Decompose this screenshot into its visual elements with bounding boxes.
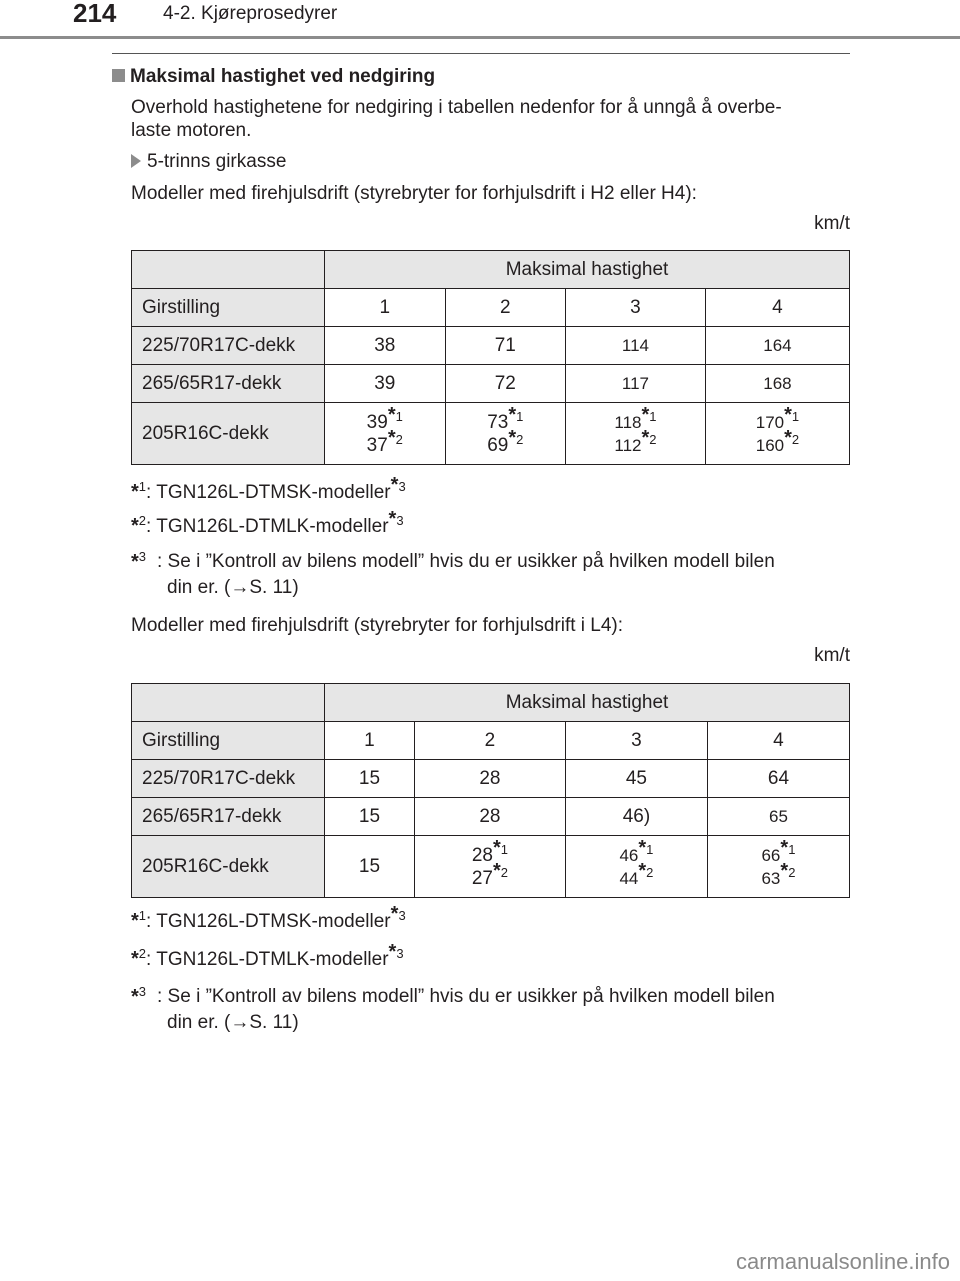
page-number: 214 bbox=[73, 0, 117, 28]
row-label: 225/70R17C-dekk bbox=[132, 760, 325, 798]
intro-line-2: laste motoren. bbox=[131, 120, 252, 141]
gearbox-label bbox=[131, 150, 286, 173]
cell: 65 bbox=[707, 798, 849, 836]
square-bullet-icon bbox=[112, 69, 125, 82]
arrow-icon: → bbox=[230, 1012, 250, 1033]
cell: 64 bbox=[707, 760, 849, 798]
row-label: 205R16C-dekk bbox=[132, 403, 325, 465]
table-header: Maksimal hastighet bbox=[325, 684, 850, 722]
header-rule bbox=[0, 36, 960, 39]
footnote-2: *$^2$: TGN126L-DTMLK-modeller$^{*3}$ bbox=[131, 508, 404, 537]
intro-line-1: Overhold hastighetene for nedgiring i tabellen nedenfor for å unngå å overbe- bbox=[131, 97, 782, 118]
section-rule bbox=[112, 53, 850, 54]
cell: 114 bbox=[566, 327, 706, 365]
cell: 39 bbox=[325, 365, 446, 403]
row-label: 265/65R17-dekk bbox=[132, 798, 325, 836]
block2-unit: km/t bbox=[814, 645, 850, 666]
gear-2: 2 bbox=[445, 289, 566, 327]
gear-3: 3 bbox=[565, 722, 707, 760]
cell: 73$^{*1}$ 69$^{*2}$ bbox=[445, 403, 566, 465]
block2-caption: Modeller med firehjulsdrift (styrebryter for forhjulsdrift i L4): bbox=[131, 615, 624, 636]
cell: 117 bbox=[566, 365, 706, 403]
table-row bbox=[132, 327, 850, 365]
cell: 15 bbox=[325, 798, 415, 836]
table-row bbox=[132, 798, 850, 836]
cell: 164 bbox=[705, 327, 849, 365]
footnote-3-second: *$^3$ : Se i ”Kontroll av bilens modell” hvis du er usikker på hvilken modell bilen din er. (→S. 11) bbox=[131, 984, 775, 1033]
cell: 118$^{*1}$ 112$^{*2}$ bbox=[566, 403, 706, 465]
cell: 15 bbox=[325, 836, 415, 898]
triangle-bullet-icon bbox=[131, 154, 141, 168]
footnote-3: *$^3$ : Se i ”Kontroll av bilens modell” hvis du er usikker på hvilken modell bilen din er. (→S. 11) bbox=[131, 549, 775, 598]
cell: 72 bbox=[445, 365, 566, 403]
cell: 170$^{*1}$ 160$^{*2}$ bbox=[705, 403, 849, 465]
cell: 28$^{*1}$ 27$^{*2}$ bbox=[414, 836, 565, 898]
footnote-1-second: *$^1$: TGN126L-DTMSK-modeller$^{*3}$ bbox=[131, 903, 406, 932]
chapter-title: 4-2. Kjøreprosedyrer bbox=[163, 3, 338, 24]
table-corner bbox=[132, 251, 325, 289]
arrow-icon: → bbox=[230, 577, 250, 598]
row-label: 205R16C-dekk bbox=[132, 836, 325, 898]
gearbox-text: 5-trinns girkasse bbox=[147, 151, 287, 172]
block1-caption: Modeller med firehjulsdrift (styrebryter for forhjulsdrift i H2 eller H4): bbox=[131, 183, 697, 204]
table-row bbox=[132, 836, 850, 898]
gear-4: 4 bbox=[705, 289, 849, 327]
cell: 38 bbox=[325, 327, 446, 365]
section-title: Maksimal hastighet ved nedgiring bbox=[130, 66, 436, 87]
table-header: Maksimal hastighet bbox=[325, 251, 850, 289]
gear-2: 2 bbox=[414, 722, 565, 760]
speed-table-h2-h4 bbox=[131, 250, 850, 465]
cell: 71 bbox=[445, 327, 566, 365]
cell: 66$^{*1}$ 63$^{*2}$ bbox=[707, 836, 849, 898]
row-label: 265/65R17-dekk bbox=[132, 365, 325, 403]
cell: 168 bbox=[705, 365, 849, 403]
cell: 46) bbox=[565, 798, 707, 836]
table-corner bbox=[132, 684, 325, 722]
gear-1: 1 bbox=[325, 722, 415, 760]
table-row bbox=[132, 365, 850, 403]
gear-1: 1 bbox=[325, 289, 446, 327]
cell: 45 bbox=[565, 760, 707, 798]
cell: 15 bbox=[325, 760, 415, 798]
table-row bbox=[132, 403, 850, 465]
table-row bbox=[132, 760, 850, 798]
cell: 28 bbox=[414, 760, 565, 798]
speed-table-l4 bbox=[131, 683, 850, 898]
section-heading bbox=[112, 66, 435, 88]
footnote-1: *$^1$: TGN126L-DTMSK-modeller$^{*3}$ bbox=[131, 474, 406, 503]
cell: 28 bbox=[414, 798, 565, 836]
footnote-2-second: *$^2$: TGN126L-DTMLK-modeller$^{*3}$ bbox=[131, 941, 404, 970]
block1-unit: km/t bbox=[814, 213, 850, 234]
row-label: 225/70R17C-dekk bbox=[132, 327, 325, 365]
gear-label: Girstilling bbox=[132, 722, 325, 760]
watermark: carmanualsonline.info bbox=[735, 1249, 950, 1274]
gear-4: 4 bbox=[707, 722, 849, 760]
gear-label: Girstilling bbox=[132, 289, 325, 327]
cell: 39$^{*1}$ 37$^{*2}$ bbox=[325, 403, 446, 465]
gear-3: 3 bbox=[566, 289, 706, 327]
cell: 46$^{*1}$ 44$^{*2}$ bbox=[565, 836, 707, 898]
